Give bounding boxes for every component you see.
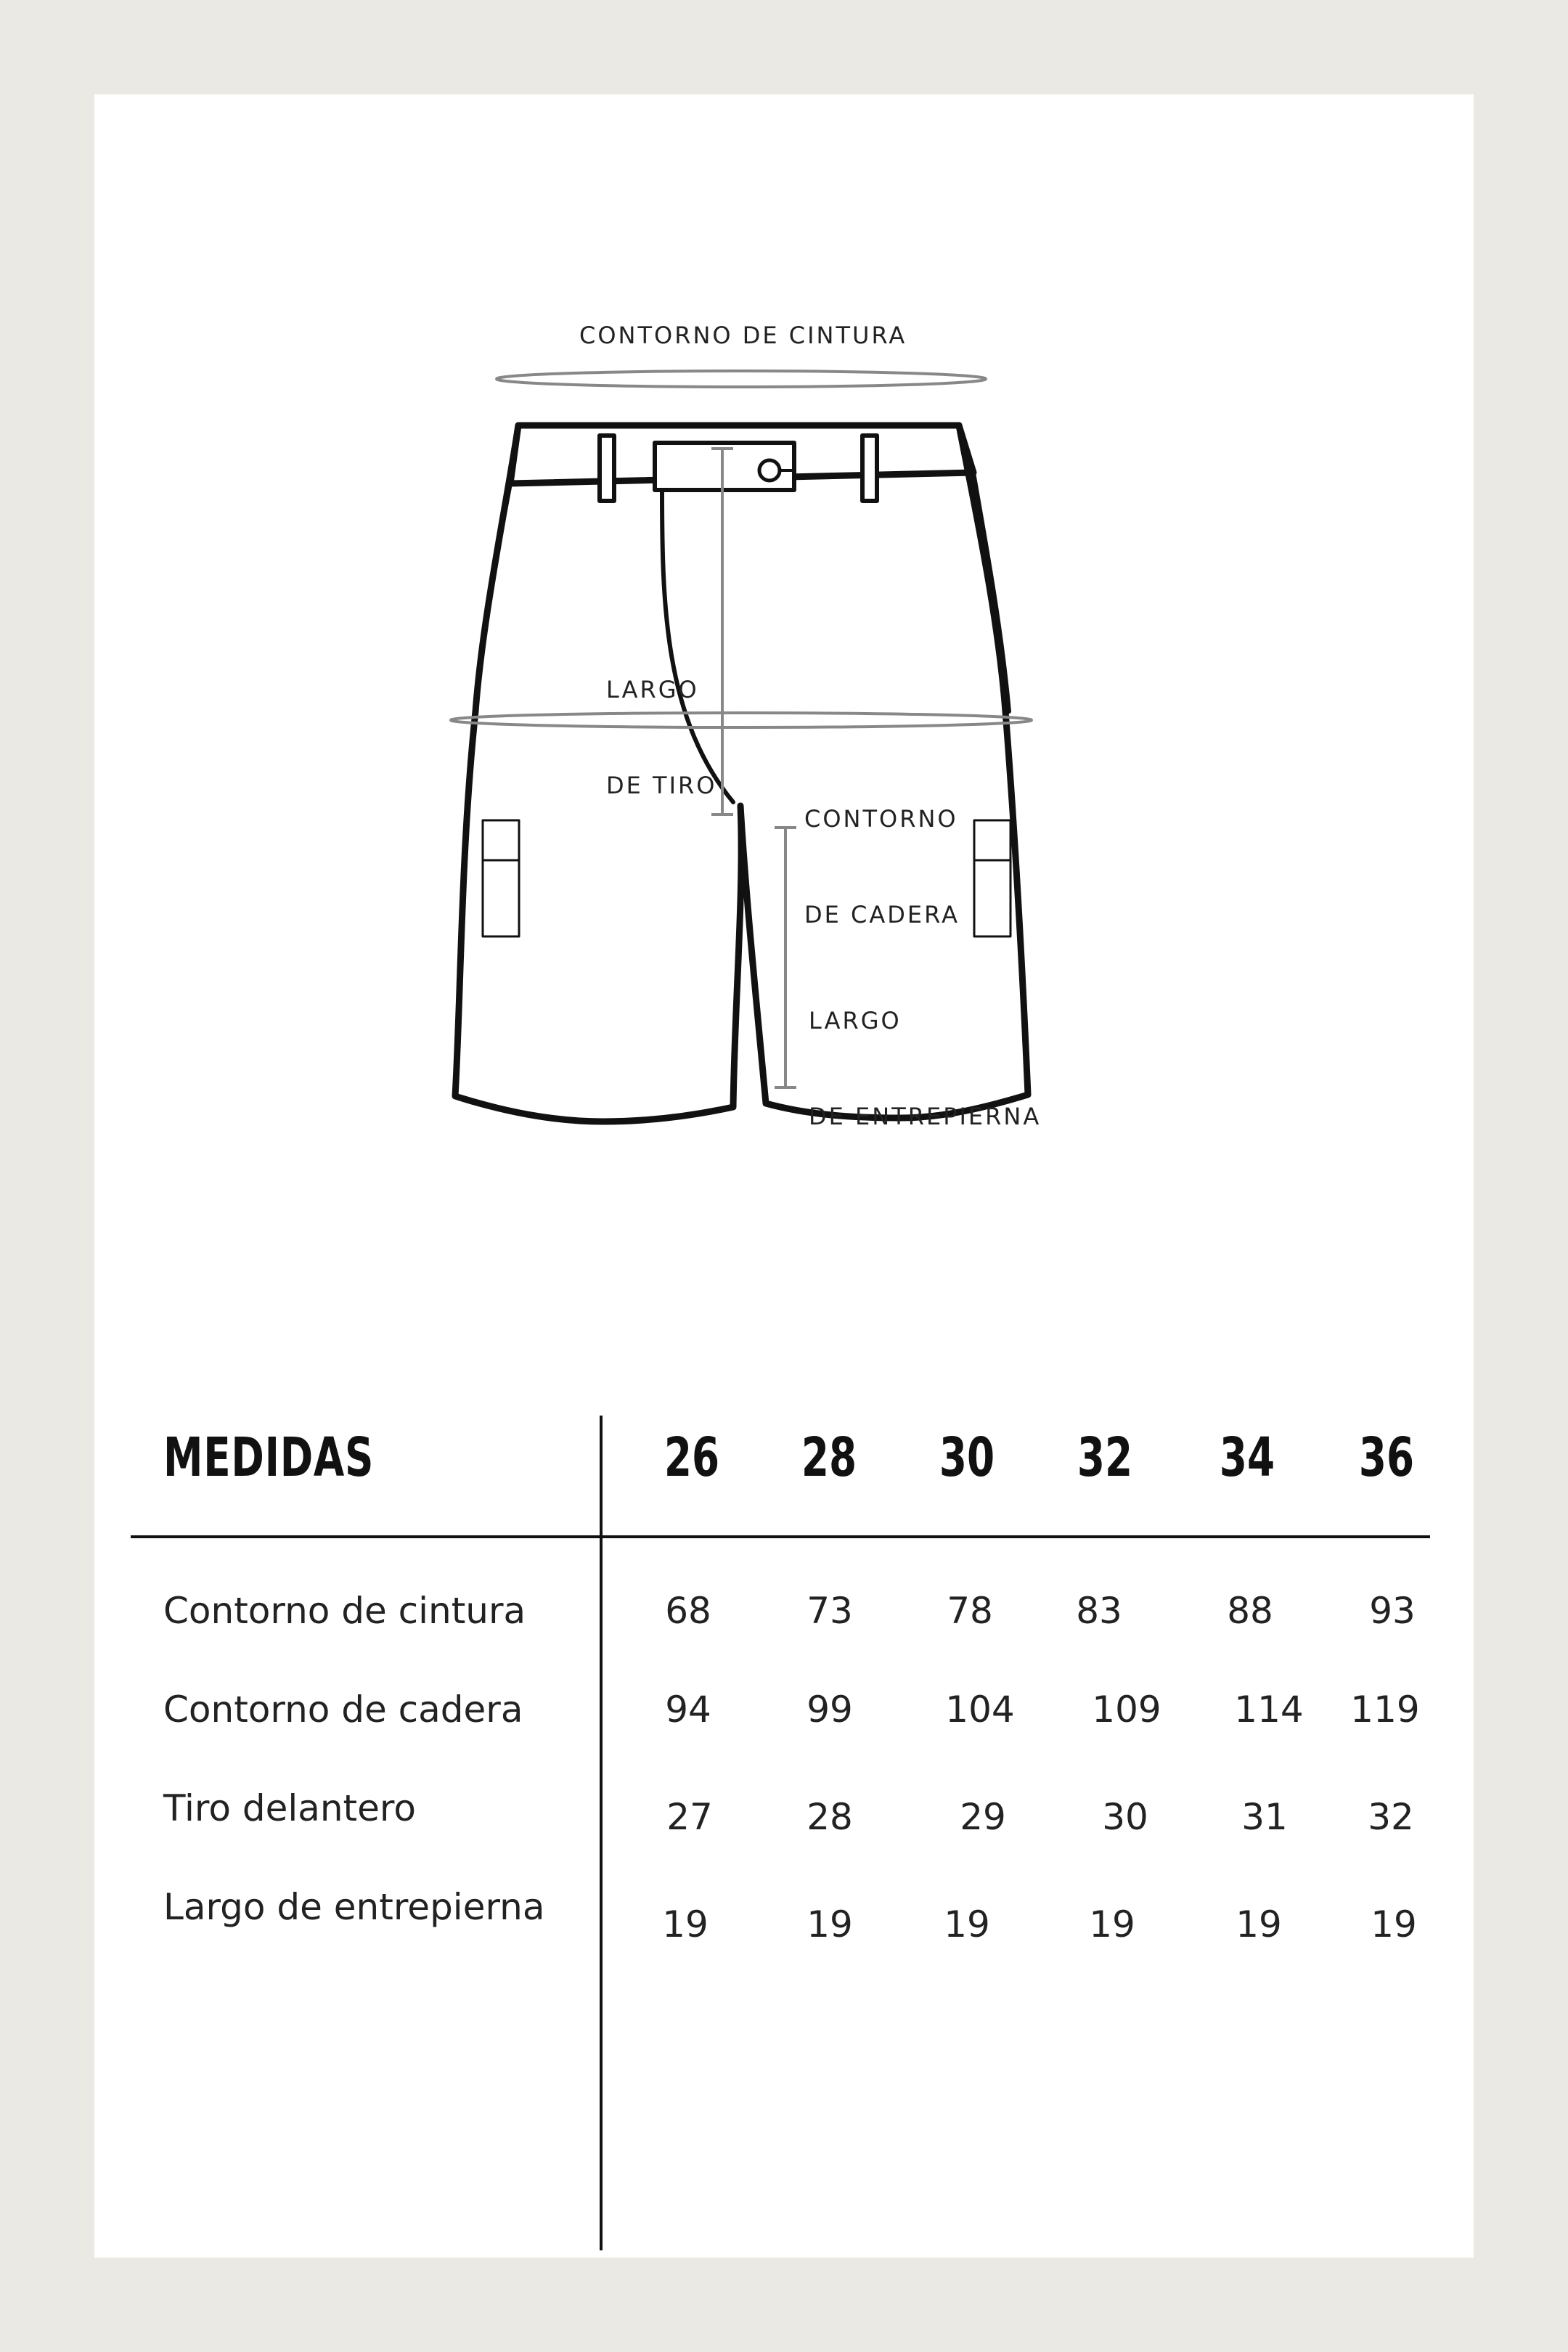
label-rise-line2: DE TIRO bbox=[606, 772, 717, 799]
table-cell: 19 bbox=[1236, 1903, 1282, 1945]
table-cell: 88 bbox=[1227, 1590, 1273, 1632]
table-header-divider bbox=[131, 1535, 1430, 1538]
label-inseam-line1: LARGO bbox=[809, 1007, 902, 1034]
table-cell: 119 bbox=[1350, 1689, 1420, 1731]
label-hip-line1: CONTORNO bbox=[804, 805, 958, 833]
table-cell: 32 bbox=[1368, 1796, 1414, 1838]
table-cell: 94 bbox=[665, 1689, 711, 1731]
size-header: 30 bbox=[939, 1426, 995, 1489]
table-cell: 83 bbox=[1076, 1590, 1122, 1632]
size-header: 34 bbox=[1219, 1426, 1275, 1489]
table-cell: 31 bbox=[1241, 1796, 1288, 1838]
size-header: 32 bbox=[1077, 1426, 1133, 1489]
table-cell: 19 bbox=[807, 1903, 853, 1945]
table-cell: 109 bbox=[1092, 1689, 1161, 1731]
label-waist: CONTORNO DE CINTURA bbox=[579, 322, 907, 349]
table-cell: 104 bbox=[945, 1689, 1015, 1731]
table-cell: 68 bbox=[665, 1590, 711, 1632]
table-cell: 73 bbox=[807, 1590, 853, 1632]
table-cell: 99 bbox=[807, 1689, 853, 1731]
row-label-rise: Tiro delantero bbox=[163, 1787, 416, 1829]
table-cell: 29 bbox=[960, 1796, 1006, 1838]
table-cell: 114 bbox=[1234, 1689, 1304, 1731]
table-cell: 19 bbox=[1371, 1903, 1417, 1945]
size-guide-card bbox=[94, 94, 1474, 2258]
row-label-waist: Contorno de cintura bbox=[163, 1590, 526, 1632]
table-column-divider bbox=[600, 1416, 603, 2250]
size-header: 36 bbox=[1358, 1426, 1415, 1489]
label-inseam-line2: DE ENTREPIERNA bbox=[809, 1103, 1042, 1130]
label-rise-line1: LARGO bbox=[606, 676, 699, 703]
size-header: 26 bbox=[663, 1426, 720, 1489]
table-title: MEDIDAS bbox=[163, 1426, 375, 1489]
table-cell: 19 bbox=[662, 1903, 709, 1945]
table-cell: 27 bbox=[666, 1796, 713, 1838]
shorts-diagram-icon bbox=[94, 94, 1474, 1328]
label-inseam bbox=[809, 941, 1041, 1196]
table-cell: 93 bbox=[1369, 1590, 1416, 1632]
label-rise bbox=[606, 610, 716, 865]
table-cell: 19 bbox=[944, 1903, 990, 1945]
table-cell: 28 bbox=[807, 1796, 853, 1838]
row-label-inseam: Largo de entrepierna bbox=[163, 1886, 545, 1928]
table-cell: 19 bbox=[1089, 1903, 1135, 1945]
table-cell: 78 bbox=[947, 1590, 993, 1632]
label-hip-line2: DE CADERA bbox=[804, 901, 960, 928]
table-cell: 30 bbox=[1102, 1796, 1148, 1838]
row-label-hip: Contorno de cadera bbox=[163, 1689, 523, 1731]
size-header: 28 bbox=[801, 1426, 857, 1489]
